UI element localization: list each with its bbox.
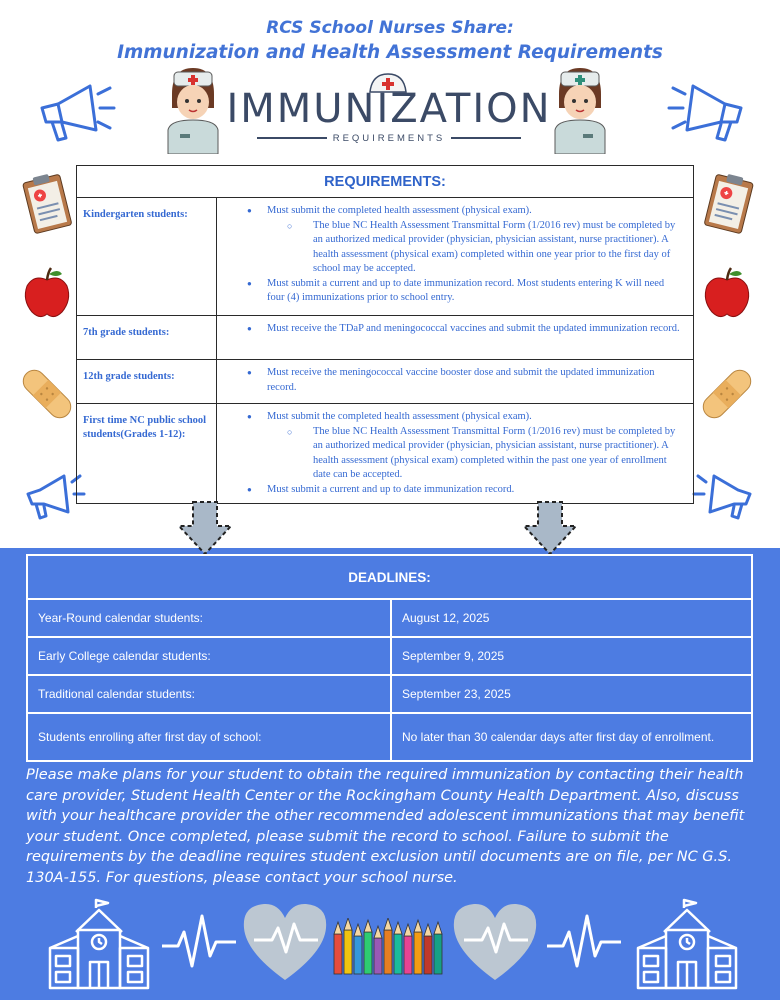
banner-title: IMMUNIZATION: [226, 86, 552, 132]
heartbeat-icon: [545, 912, 623, 974]
apple-icon: [700, 266, 754, 322]
school-icon: [632, 898, 742, 992]
requirement-details: [217, 198, 694, 316]
arrow-down-icon: [520, 500, 580, 556]
deadline-date: No later than 30 calendar days after first day of enrollment.: [391, 713, 752, 761]
requirement-label: Kindergarten students:: [77, 198, 217, 316]
requirement-details: [217, 316, 694, 360]
requirement-bullet: ● Must submit a current and up to date immunization record. Most students entering K will need four (4) immunizations prior to school entry.: [247, 277, 683, 306]
requirement-bullet: ● Must receive the TDaP and meningococcal vaccines and submit the updated immunization record.: [247, 322, 683, 337]
school-icon: [44, 898, 154, 992]
requirement-details: [217, 404, 694, 504]
deadline-group: Early College calendar students:: [27, 637, 391, 675]
megaphone-icon: [28, 70, 123, 150]
apple-icon: [20, 266, 74, 322]
megaphone-icon: [690, 460, 760, 530]
nurse-icon: [158, 64, 228, 154]
heartbeat-icon: [160, 912, 238, 974]
requirement-subbullet: ○ The blue NC Health Assessment Transmittal Form (1/2016 rev) must be completed by an authorized medical provider (physician, physician assistant, nurse practitioner). A health assessment (physical exam) completed within one year prior to the first day of school may be accepted.: [247, 219, 683, 277]
requirement-details: [217, 360, 694, 404]
requirement-bullet: ● Must submit the completed health assessment (physical exam).: [247, 410, 683, 425]
requirement-bullet: ● Must submit the completed health assessment (physical exam).: [247, 204, 683, 219]
deadline-date: August 12, 2025: [391, 599, 752, 637]
arrow-down-icon: [175, 500, 235, 556]
requirement-label: 12th grade students:: [77, 360, 217, 404]
clipboard-icon: [20, 172, 74, 234]
deadline-date: September 23, 2025: [391, 675, 752, 713]
banner-subtitle: REQUIREMENTS: [226, 133, 552, 144]
requirements-heading: REQUIREMENTS:: [77, 166, 694, 198]
deadlines-heading: DEADLINES:: [27, 555, 752, 599]
deadline-group: Students enrolling after first day of school:: [27, 713, 391, 761]
bandage-icon: [700, 366, 754, 422]
heart-icon: [450, 900, 540, 984]
megaphone-icon: [660, 70, 755, 150]
requirements-table: [76, 165, 694, 504]
deadlines-table: [26, 554, 753, 762]
deadline-date: September 9, 2025: [391, 637, 752, 675]
clipboard-icon: [702, 172, 756, 234]
instructions-paragraph: Please make plans for your student to obtain the required immunization by contacting their health care provider, Student Health Center or the Rockingham County Health Department. Also, discuss with your healthcare provider the other recommended adolescent immunizations that may benefit your student. Once completed, please submit the record to school. Failure to submit the requirements by the deadline requires student exclusion until documents are on file, per NC G.S. 130A-155. For questions, please contact your school nurse.: [26, 767, 745, 886]
title-line-1: RCS School Nurses Share:: [266, 18, 514, 38]
title-line-2: Immunization and Health Assessment Requirements: [117, 42, 663, 63]
requirement-label: First time NC public school students(Grades 1-12):: [77, 404, 217, 504]
pencils-icon: [330, 918, 450, 978]
deadline-group: Traditional calendar students:: [27, 675, 391, 713]
nurse-icon: [545, 64, 615, 154]
requirement-subbullet: ○ The blue NC Health Assessment Transmittal Form (1/2016 rev) must be completed by an authorized medical provider (physician, physician assistant, nurse practitioner). A health assessment (physical exam) completed within the past one year of enrollment date can be accepted.: [247, 425, 683, 483]
requirement-bullet: ● Must submit a current and up to date immunization record.: [247, 483, 683, 498]
requirement-bullet: ● Must receive the meningococcal vaccine booster dose and submit the updated immunization record.: [247, 366, 683, 395]
deadline-group: Year-Round calendar students:: [27, 599, 391, 637]
heart-icon: [240, 900, 330, 984]
bandage-icon: [20, 366, 74, 422]
requirement-label: 7th grade students:: [77, 316, 217, 360]
